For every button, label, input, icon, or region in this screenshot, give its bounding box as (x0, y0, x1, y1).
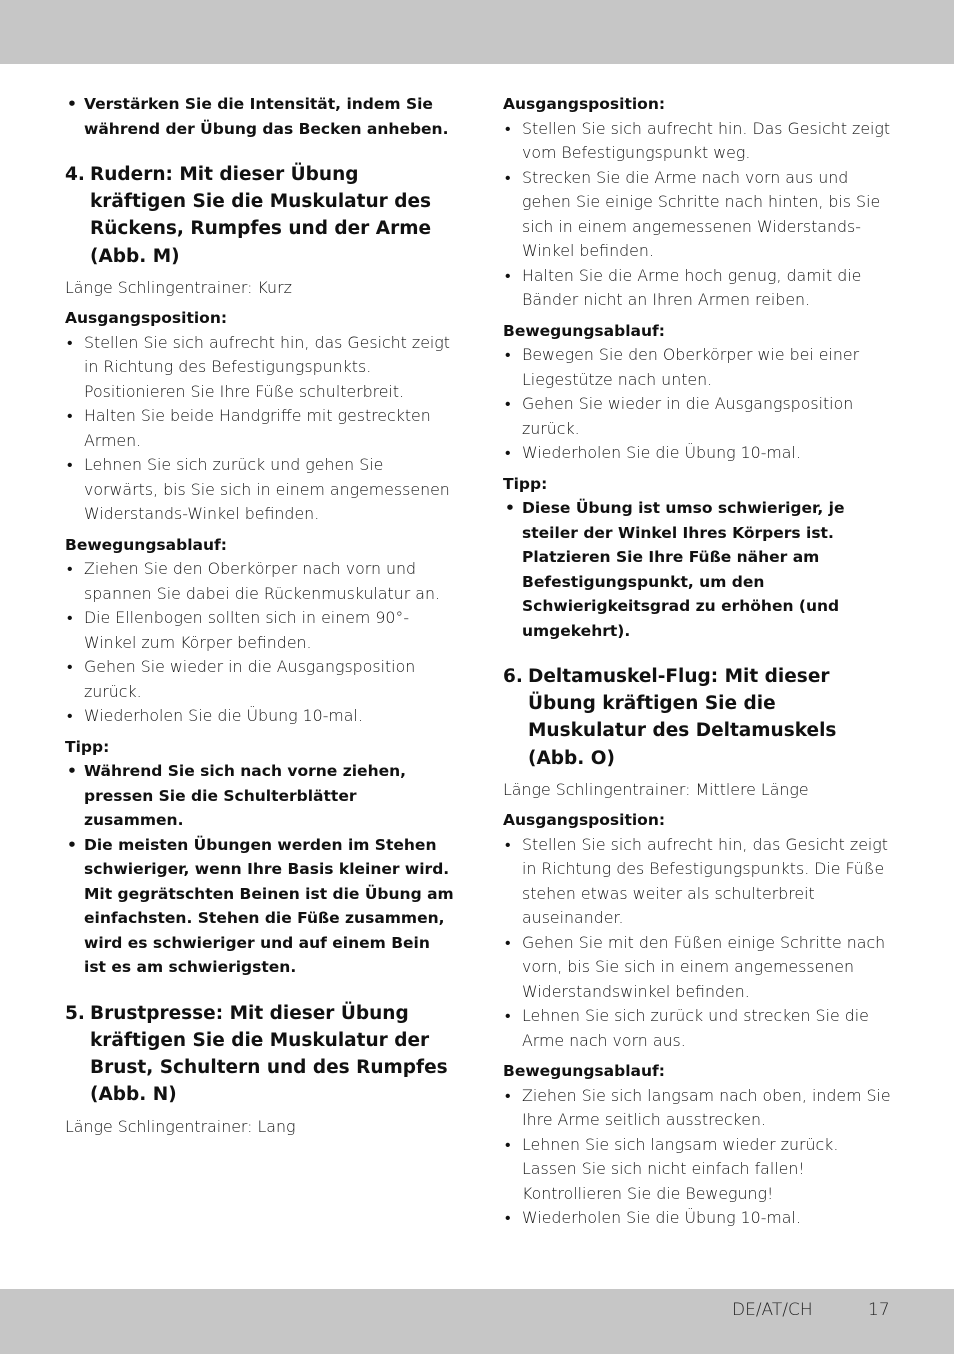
tip-heading: Tipp: (503, 474, 548, 493)
section-6-heading (503, 663, 895, 772)
list-item: • Verstärken Sie die Intensität, indem Sie während der Übung das Becken anheben. (65, 92, 455, 141)
section-5-heading (65, 1000, 455, 1109)
list-item: • Die meisten Übungen werden im Stehen schwieriger, wenn Ihre Basis kleiner wird. Mit gegrätschten Beinen ist die Übung am einfachsten. Stehen die Füße zusammen, wird es schwieriger und auf einem Bein ist es am schwierigsten. (65, 833, 455, 980)
list-item: • Diese Übung ist umso schwieriger, je steiler der Winkel Ihres Körpers ist. Platzieren Sie Ihre Füße näher am Befestigungspunkt, um den Schwierigkeitsgrad zu erhöhen (und umgekehrt). (503, 496, 895, 643)
list-item: • Lehnen Sie sich zurück und gehen Sie vorwärts, bis Sie sich in einem angemessenen Widerstands-Winkel befinden. (65, 453, 455, 527)
start-position-list (503, 833, 895, 1054)
page-number: 17 (868, 1300, 890, 1320)
list-item: • Lehnen Sie sich zurück und strecken Sie die Arme nach vorn aus. (503, 1004, 895, 1053)
section-number: 6. (503, 666, 523, 687)
start-position-list (65, 331, 455, 527)
trainer-length: Länge Schlingentrainer: Kurz (65, 277, 292, 297)
list-item: • Wiederholen Sie die Übung 10-mal. (503, 441, 895, 466)
start-position-heading: Ausgangsposition: (503, 95, 666, 113)
list-item: • Gehen Sie wieder in die Ausgangsposition zurück. (65, 655, 455, 704)
tip-list (503, 496, 895, 643)
list-item: • Stellen Sie sich aufrecht hin, das Gesicht zeigt in Richtung des Befestigungspunkts. Positionieren Sie Ihre Füße schulterbreit. (65, 331, 455, 405)
section-number: 4. (65, 164, 85, 185)
list-item: • Gehen Sie mit den Füßen einige Schritte nach vorn, bis Sie sich in einem angemessenen Widerstandswinkel befinden. (503, 931, 895, 1005)
trainer-length: Länge Schlingentrainer: Lang (65, 1116, 296, 1136)
movement-list (503, 1084, 895, 1231)
list-item: • Wiederholen Sie die Übung 10-mal. (65, 704, 455, 729)
section-title: Brustpresse: Mit dieser Übung kräftigen Sie die Muskulatur der Brust, Schultern und des Rumpfes (Abb. N) (90, 1002, 448, 1106)
footer-band (0, 1289, 954, 1354)
list-item: • Halten Sie die Arme hoch genug, damit die Bänder nicht an Ihren Armen reiben. (503, 264, 895, 313)
section-number: 5. (65, 1002, 85, 1024)
section-title: Rudern: Mit dieser Übung kräftigen Sie die Muskulatur des Rückens, Rumpfes und der Arme (Abb. M) (90, 164, 432, 267)
start-position-list (503, 117, 895, 313)
list-item: • Stellen Sie sich aufrecht hin, das Gesicht zeigt in Richtung des Befestigungspunkts. Die Füße stehen etwas weiter als schulterbreit auseinander. (503, 833, 895, 931)
movement-list (503, 343, 895, 466)
list-item: • Während Sie sich nach vorne ziehen, pressen Sie die Schulterblätter zusammen. (65, 759, 455, 833)
section-title: Deltamuskel-Flug: Mit dieser Übung kräftigen Sie die Muskulatur des Deltamuskels (Abb. O) (528, 666, 837, 769)
list-item: • Lehnen Sie sich langsam wieder zurück. Lassen Sie sich nicht einfach fallen! Kontrollieren Sie die Bewegung! (503, 1133, 895, 1207)
trainer-length: Länge Schlingentrainer: Mittlere Länge (503, 779, 809, 799)
movement-heading: Bewegungsablauf: (503, 321, 665, 340)
right-column (503, 92, 895, 1231)
list-item: • Stellen Sie sich aufrecht hin. Das Gesicht zeigt vom Befestigungspunkt weg. (503, 117, 895, 166)
section-4-heading (65, 161, 455, 270)
list-item: • Ziehen Sie den Oberkörper nach vorn und spannen Sie dabei die Rückenmuskulatur an. (65, 557, 455, 606)
movement-list (65, 557, 455, 729)
left-column (65, 92, 455, 1139)
list-item: • Strecken Sie die Arme nach vorn aus und gehen Sie einige Schritte nach hinten, bis Sie sich in einem angemessenen Widerstands-Winkel befinden. (503, 166, 895, 264)
header-band (0, 0, 954, 64)
list-item: • Halten Sie beide Handgriffe mit gestreckten Armen. (65, 404, 455, 453)
list-item: • Die Ellenbogen sollten sich in einem 90°-Winkel zum Körper befinden. (65, 606, 455, 655)
intro-bullet-list (65, 92, 455, 141)
list-item: • Wiederholen Sie die Übung 10-mal. (503, 1206, 895, 1231)
list-item: • Bewegen Sie den Oberkörper wie bei einer Liegestütze nach unten. (503, 343, 895, 392)
movement-heading: Bewegungsablauf: (503, 1062, 665, 1081)
region-label: DE/AT/CH (732, 1300, 813, 1320)
start-position-heading: Ausgangsposition: (503, 811, 666, 830)
tip-heading: Tipp: (65, 737, 110, 756)
list-item: • Ziehen Sie sich langsam nach oben, indem Sie Ihre Arme seitlich ausstrecken. (503, 1084, 895, 1133)
movement-heading: Bewegungsablauf: (65, 535, 227, 554)
list-item: • Gehen Sie wieder in die Ausgangsposition zurück. (503, 392, 895, 441)
tip-list (65, 759, 455, 980)
start-position-heading: Ausgangsposition: (65, 309, 228, 328)
